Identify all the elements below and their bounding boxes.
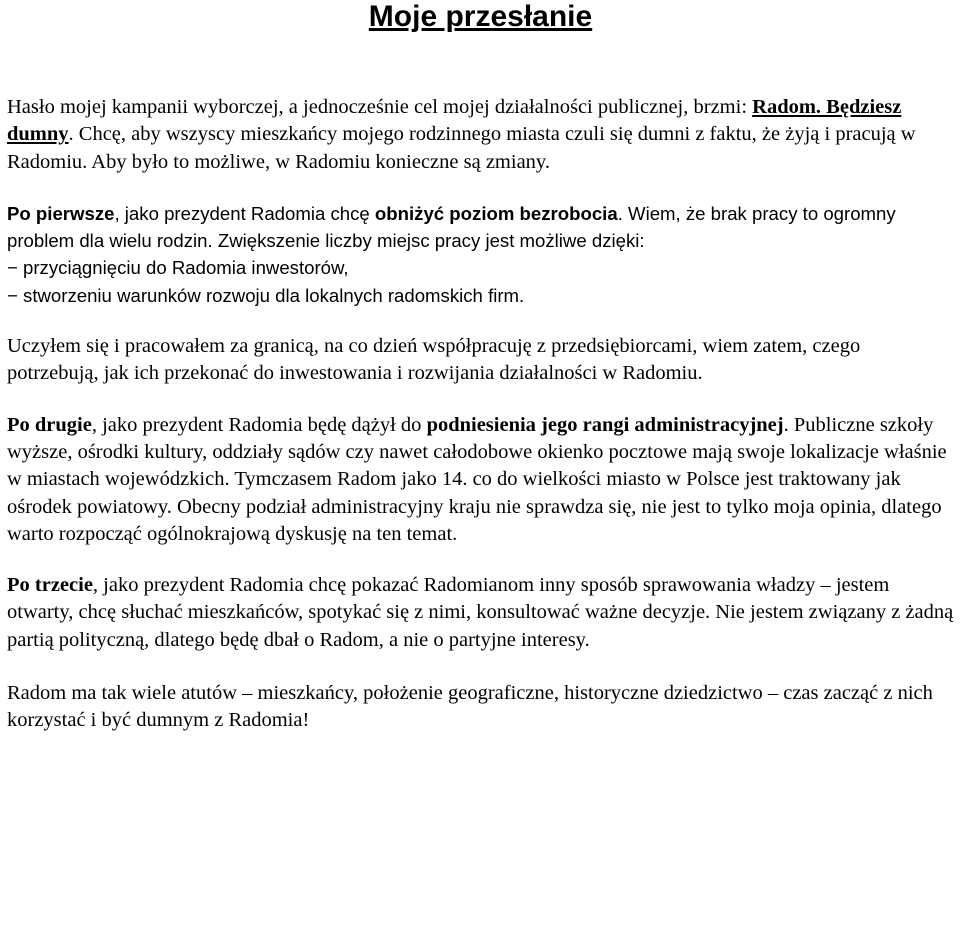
point-third-lead: Po trzecie (7, 574, 93, 597)
paragraph-administration (7, 412, 954, 548)
campaign-slogan: Radom. Będziesz dumny (7, 96, 902, 146)
point-second-rest: . Publiczne szkoły wyższe, ośrodki kultury, oddziały sądów czy nawet całodobowe okienko pocztowe mają swoje lokalizacje właśnie w miastach wojewódzkich. Tymczasem Radom jako 14. co do wielkości miasto w Polsce jest traktowany jak ośrodek powiatowy. Obecny podział administracyjny kraju nie sprawdza się, nie jest to tylko moja opinia, dlatego warto rozpocząć ogólnokrajową dyskusję na ten temat. (7, 413, 947, 545)
paragraph-intro (7, 94, 954, 176)
paragraph-closing: Radom ma tak wiele atutów – mieszkańcy, położenie geograficzne, historyczne dziedzictwo – czas zacząć z nich korzystać i być dumnym z Radomia! (7, 682, 933, 732)
intro-text: Hasło mojej kampanii wyborczej, a jednocześnie cel mojej działalności publicznej, brzmi: (7, 96, 753, 118)
paragraph-experience: Uczyłem się i pracowałem za granicą, na co dzień współpracuję z przedsiębiorcami, wiem zatem, czego potrzebują, jak ich przekonać do inwestowania i rozwijania działalności w Radomiu. (7, 335, 861, 385)
paragraph-governance (7, 572, 954, 654)
point-first-lead: Po pierwsze (7, 202, 115, 224)
point-second-lead: Po drugie (7, 413, 92, 436)
point-second-goal: podniesienia jego rangi administracyjnej (426, 413, 784, 436)
paragraph-unemployment (7, 200, 954, 309)
point-second-text: , jako prezydent Radomia będę dążył do (91, 413, 427, 436)
point-first-text: , jako prezydent Radomia chcę (114, 202, 375, 224)
page-title: Moje przesłanie (368, 0, 593, 33)
intro-rest: . Chcę, aby wszyscy mieszkańcy mojego rodzinnego miasta czuli się dumni z faktu, że żyją i pracują w Radomiu. Aby było to możliwe, w Radomiu konieczne są zmiany. (7, 123, 916, 173)
list-item: − stworzeniu warunków rozwoju dla lokalnych radomskich firm. (7, 284, 525, 306)
list-item: − przyciągnięciu do Radomia inwestorów, (7, 257, 349, 279)
point-first-rest: . Wiem, że brak pracy to ogromny problem dla wielu rodzin. Zwiększenie liczby miejsc pracy jest możliwe dzięki: (7, 202, 896, 252)
point-first-goal: obniżyć poziom bezrobocia (374, 202, 618, 224)
point-third-text: , jako prezydent Radomia chcę pokazać Radomianom inny sposób sprawowania władzy – jestem otwarty, chcę słuchać mieszkańców, spotykać się z nimi, konsultować ważne decyzje. Nie jestem związany z żadną partią polityczną, dlatego będę dbał o Radom, a nie o partyjne interesy. (7, 574, 954, 651)
